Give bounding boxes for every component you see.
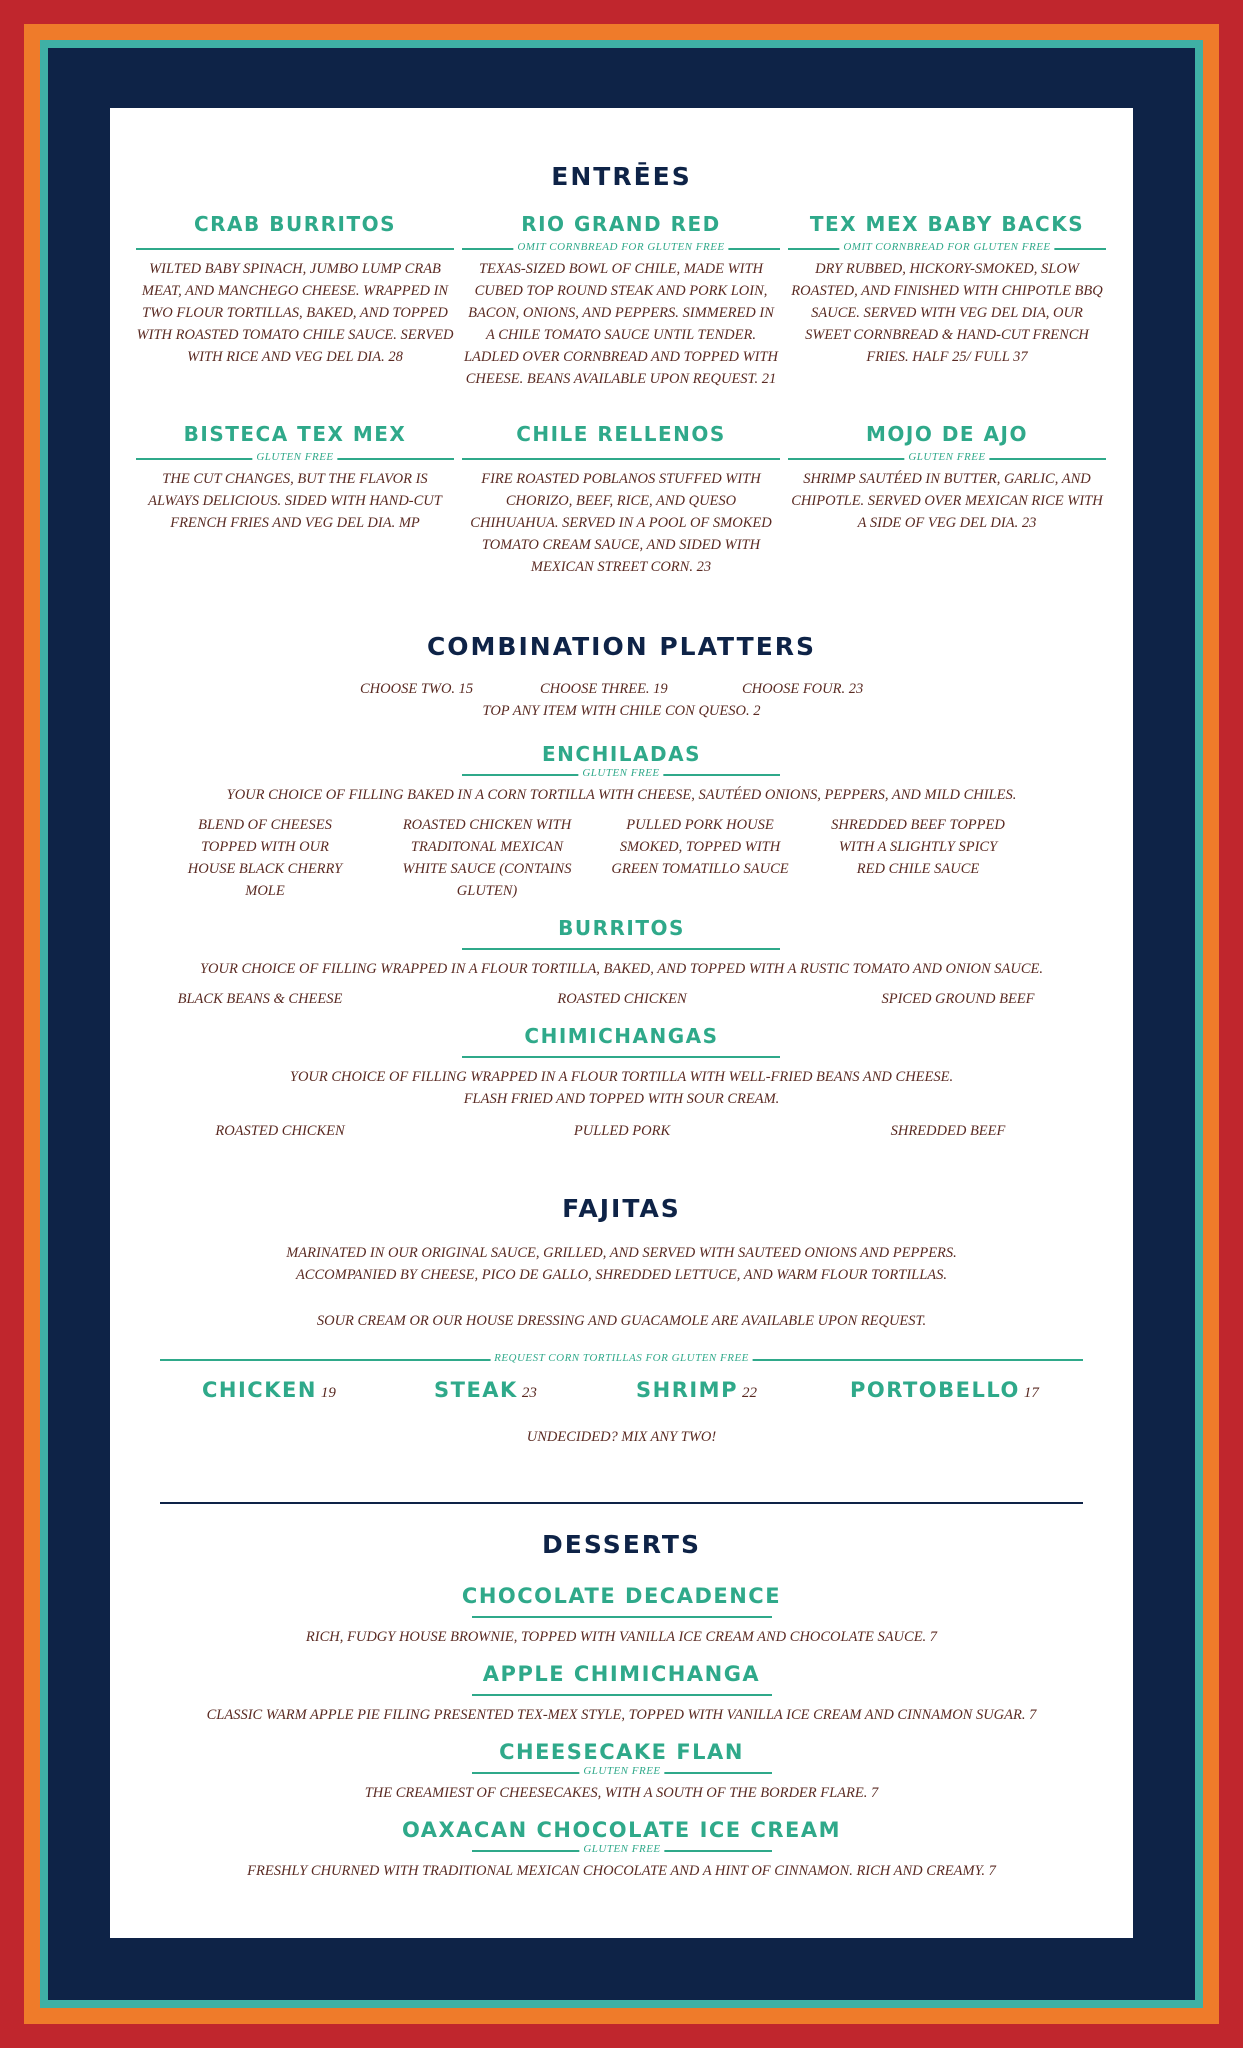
enchilada-option: ROASTED CHICKEN WITH TRADITONAL MEXICAN WHITE SAUCE (CONTAINS GLUTEN): [402, 817, 572, 899]
dessert-desc: CLASSIC WARM APPLE PIE FILING PRESENTED TEX-MEX STYLE, TOPPED WITH VANILLA ICE CREAM AND CINNAMON SUGAR. 7: [206, 1707, 1037, 1723]
fajita-option-portobello: [850, 1378, 1039, 1402]
chimichangas-desc-1: YOUR CHOICE OF FILLING WRAPPED IN A FLOUR TORTILLA WITH WELL-FRIED BEANS AND CHEESE.: [289, 1069, 954, 1085]
fajita-price: 22: [741, 1385, 757, 1401]
entree-rule: [788, 452, 1106, 466]
fajita-option-chicken: [202, 1378, 336, 1402]
entree-desc: FIRE ROASTED POBLANOS STUFFED WITH CHORIZO, BEEF, RICE, AND QUESO CHIHUAHUA. SERVED IN A POOL OF SMOKED TOMATO CREAM SAUCE, AND SIDED WITH MEXICAN STREET CORN. 23: [470, 471, 772, 575]
fajitas-desc-3: SOUR CREAM OR OUR HOUSE DRESSING AND GUACAMOLE ARE AVAILABLE UPON REQUEST.: [316, 1313, 927, 1329]
dessert-name: APPLE CHIMICHANGA: [482, 1662, 761, 1686]
fajita-name: SHRIMP: [636, 1378, 738, 1402]
dessert-rule: [472, 1694, 772, 1696]
fajita-option-steak: [434, 1378, 537, 1402]
dessert-desc: RICH, FUDGY HOUSE BROWNIE, TOPPED WITH VANILLA ICE CREAM AND CHOCOLATE SAUCE. 7: [305, 1629, 938, 1645]
combination-heading: COMBINATION PLATTERS: [426, 632, 817, 661]
entree-rule: [462, 242, 780, 256]
chimichangas-rule: [462, 1056, 780, 1058]
fajita-name: CHICKEN: [202, 1378, 317, 1402]
gluten-free-note: OMIT CORNBREAD FOR GLUTEN FREE: [839, 241, 1054, 253]
enchilada-option: BLEND OF CHEESES TOPPED WITH OUR HOUSE BLACK CHERRY MOLE: [187, 817, 343, 899]
menu-page: [110, 108, 1133, 1938]
burrito-option: BLACK BEANS & CHEESE: [177, 991, 343, 1007]
entree-desc: TEXAS-SIZED BOWL OF CHILE, MADE WITH CUBED TOP ROUND STEAK AND PORK LOIN, BACON, ONIONS, AND PEPPERS. SIMMERED IN A CHILE TOMATO SAUCE UNTIL TENDER. LADLED OVER CORNBREAD AND TOPPED WITH CHEESE. BEANS AVAILABLE UPON REQUEST. 21: [463, 261, 779, 387]
dessert-name: OAXACAN CHOCOLATE ICE CREAM: [401, 1818, 842, 1842]
entree-name: TEX MEX BABY BACKS: [809, 212, 1085, 236]
enchiladas-desc: YOUR CHOICE OF FILLING BAKED IN A CORN TORTILLA WITH CHEESE, SAUTÉED ONIONS, PEPPERS, AND MILD CHILES.: [226, 787, 1017, 803]
dessert-desc: FRESHLY CHURNED WITH TRADITIONAL MEXICAN CHOCOLATE AND A HINT OF CINNAMON. RICH AND CREAMY. 7: [247, 1863, 996, 1879]
top-any-item: TOP ANY ITEM WITH CHILE CON QUESO. 2: [482, 703, 761, 719]
fajita-name: PORTOBELLO: [850, 1378, 1020, 1402]
gluten-free-note: OMIT CORNBREAD FOR GLUTEN FREE: [513, 241, 728, 253]
entree-name: BISTECA TEX MEX: [183, 422, 407, 446]
fajita-price: 17: [1023, 1385, 1039, 1401]
entree-desc: WILTED BABY SPINACH, JUMBO LUMP CRAB MEAT, AND MANCHEGO CHEESE. WRAPPED IN TWO FLOUR TORTILLAS, BAKED, AND TOPPED WITH ROASTED TOMATO CHILE SAUCE. SERVED WITH RICE AND VEG DEL DIA. 28: [136, 261, 454, 365]
entree-tex-mex-baby-backs: [788, 212, 1106, 365]
burrito-option: SPICED GROUND BEEF: [881, 991, 1035, 1007]
burrito-option: ROASTED CHICKEN: [557, 991, 687, 1007]
entree-mojo-de-ajo: [788, 422, 1106, 531]
gluten-free-note: GLUTEN FREE: [579, 1765, 664, 1777]
dessert-desc: THE CREAMIEST OF CHEESECAKES, WITH A SOUTH OF THE BORDER FLARE. 7: [364, 1785, 879, 1801]
dessert-name: CHEESECAKE FLAN: [499, 1740, 744, 1764]
chimichanga-option: ROASTED CHICKEN: [215, 1123, 345, 1139]
gluten-free-note: GLUTEN FREE: [252, 451, 337, 463]
entree-crab-burritos: [136, 212, 454, 365]
entree-desc: SHRIMP SAUTÉED IN BUTTER, GARLIC, AND CHIPOTLE. SERVED OVER MEXICAN RICE WITH A SIDE OF VEG DEL DIA. 23: [791, 471, 1103, 531]
burritos-desc: YOUR CHOICE OF FILLING WRAPPED IN A FLOUR TORTILLA, BAKED, AND TOPPED WITH A RUSTIC TOMATO AND ONION SAUCE.: [199, 961, 1044, 977]
chimichangas-title: CHIMICHANGAS: [524, 1024, 719, 1048]
entree-desc: THE CUT CHANGES, BUT THE FLAVOR IS ALWAYS DELICIOUS. SIDED WITH HAND-CUT FRENCH FRIES AND VEG DEL DIA. MP: [148, 471, 442, 531]
entree-name: RIO GRAND RED: [521, 212, 721, 236]
gluten-free-note: GLUTEN FREE: [579, 1843, 664, 1855]
entrees-heading: ENTRĒES: [551, 162, 692, 191]
choose-two: CHOOSE TWO. 15: [360, 681, 474, 697]
fajitas-undecided: UNDECIDED? MIX ANY TWO!: [526, 1429, 717, 1445]
fajita-price: 19: [320, 1385, 336, 1401]
burritos-rule: [462, 948, 780, 950]
entree-desc: DRY RUBBED, HICKORY-SMOKED, SLOW ROASTED, AND FINISHED WITH CHIPOTLE BBQ SAUCE. SERVED WITH VEG DEL DIA, OUR SWEET CORNBREAD & HAND-CUT FRENCH FRIES. HALF 25/ FULL 37: [791, 261, 1103, 365]
entree-rule: [136, 452, 454, 466]
dessert-rule: [472, 1844, 772, 1858]
entree-name: CRAB BURRITOS: [193, 212, 397, 236]
entree-bisteca-tex-mex: [136, 422, 454, 531]
fajitas-desc-2: ACCOMPANIED BY CHEESE, PICO DE GALLO, SHREDDED LETTUCE, AND WARM FLOUR TORTILLAS.: [295, 1267, 948, 1283]
enchilada-option: PULLED PORK HOUSE SMOKED, TOPPED WITH GREEN TOMATILLO SAUCE: [611, 817, 789, 877]
chimichanga-option: PULLED PORK: [573, 1123, 671, 1139]
section-divider: [160, 1502, 1083, 1504]
chimichanga-option: SHREDDED BEEF: [890, 1123, 1006, 1139]
entree-rule: [136, 242, 454, 256]
entree-name: CHILE RELLENOS: [516, 422, 726, 446]
entree-chile-rellenos: [462, 422, 780, 575]
gluten-free-note: REQUEST CORN TORTILLAS FOR GLUTEN FREE: [490, 1352, 753, 1364]
enchiladas-title: ENCHILADAS: [542, 742, 701, 766]
dessert-name: CHOCOLATE DECADENCE: [461, 1584, 782, 1608]
dessert-rule: [472, 1766, 772, 1780]
gluten-free-note: GLUTEN FREE: [904, 451, 989, 463]
burritos-title: BURRITOS: [558, 916, 685, 940]
choose-three: CHOOSE THREE. 19: [540, 681, 668, 697]
fajitas-rule: [160, 1353, 1083, 1367]
entree-rule: [462, 452, 780, 466]
entree-rio-grand-red: [462, 212, 780, 387]
gluten-free-note: GLUTEN FREE: [578, 767, 663, 779]
fajitas-desc-1: MARINATED IN OUR ORIGINAL SAUCE, GRILLED, AND SERVED WITH SAUTEED ONIONS AND PEPPERS.: [286, 1245, 957, 1261]
enchilada-option: SHREDDED BEEF TOPPED WITH A SLIGHTLY SPICY RED CHILE SAUCE: [831, 817, 1005, 877]
fajita-name: STEAK: [434, 1378, 518, 1402]
desserts-heading: DESSERTS: [542, 1530, 701, 1559]
fajitas-heading: FAJITAS: [562, 1194, 681, 1223]
entree-name: MOJO DE AJO: [866, 422, 1028, 446]
choose-four: CHOOSE FOUR. 23: [742, 681, 864, 697]
fajita-option-shrimp: [636, 1378, 757, 1402]
chimichangas-desc-2: FLASH FRIED AND TOPPED WITH SOUR CREAM.: [463, 1091, 780, 1107]
fajita-price: 23: [521, 1385, 537, 1401]
dessert-rule: [472, 1616, 772, 1618]
enchiladas-rule: [462, 768, 780, 782]
entree-rule: [788, 242, 1106, 256]
